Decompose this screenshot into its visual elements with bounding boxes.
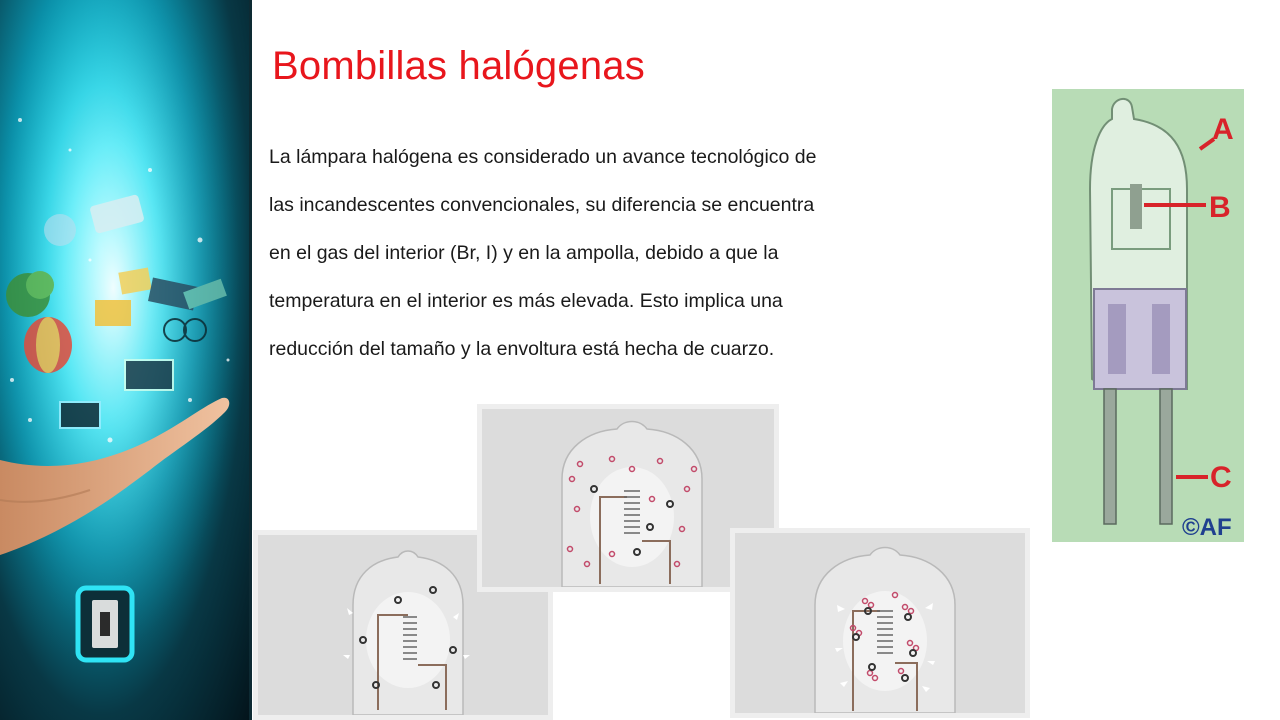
- decorative-side-panel: [0, 0, 252, 720]
- halogen-bulb-photo: [1052, 89, 1244, 542]
- slide-title: Bombillas halógenas: [272, 44, 645, 88]
- panel-divider: [249, 0, 252, 720]
- technology-hand-illustration: [0, 0, 252, 720]
- photo-credit: ©AF: [1182, 514, 1232, 541]
- body-line: temperatura en el interior es más elevada. Esto implica una: [269, 290, 783, 312]
- light-switch-icon: [78, 588, 132, 660]
- body-paragraph: [269, 140, 969, 380]
- body-line: en el gas del interior (Br, I) y en la ampolla, debido a que la: [269, 242, 779, 264]
- body-line: reducción del tamaño y la envoltura está hecha de cuarzo.: [269, 338, 775, 360]
- photo-label-a: A: [1212, 113, 1234, 146]
- photo-label-b: B: [1209, 191, 1231, 224]
- halogen-cycle-diagram-3: [730, 528, 1030, 718]
- photo-label-c: C: [1210, 461, 1232, 494]
- body-line: La lámpara halógena es considerado un avance tecnológico de: [269, 146, 817, 168]
- body-line: las incandescentes convencionales, su diferencia se encuentra: [269, 194, 815, 216]
